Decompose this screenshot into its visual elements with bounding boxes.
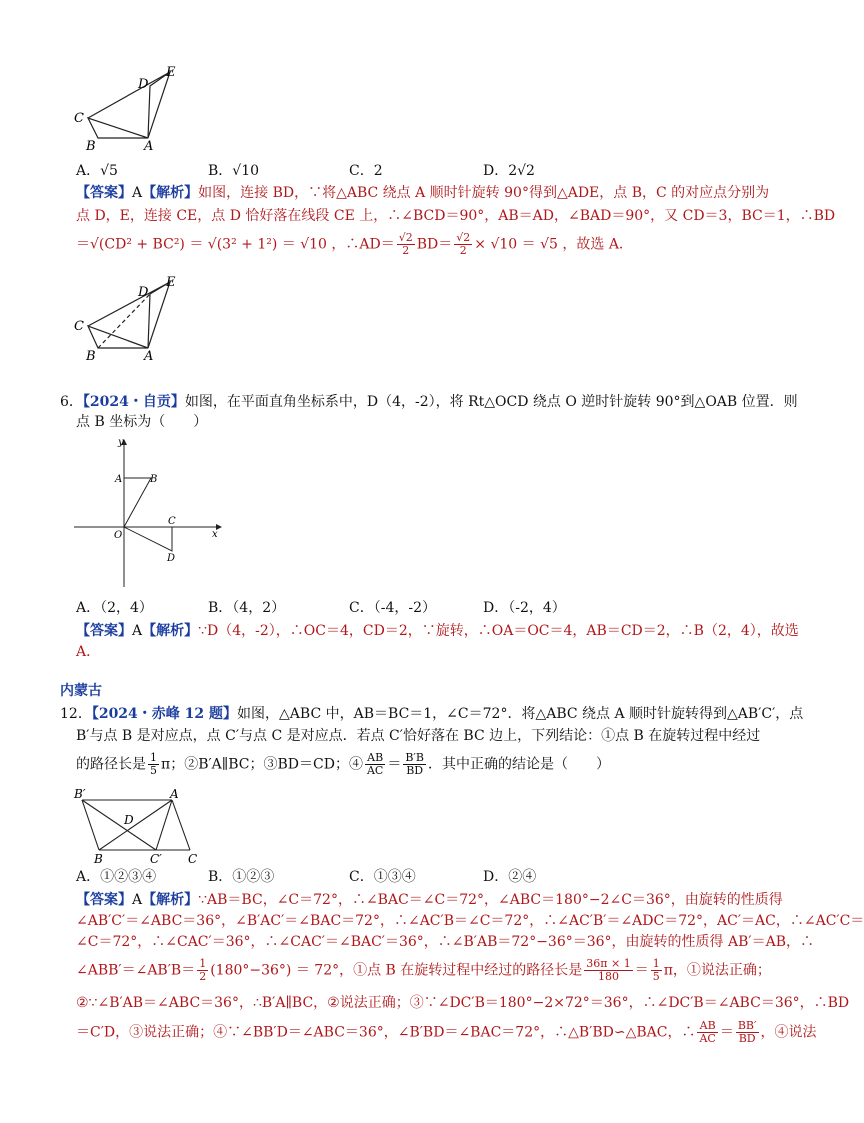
answer-value: A xyxy=(132,185,143,201)
answer-value: A xyxy=(132,623,143,639)
label-A: A xyxy=(170,787,179,801)
q6-stem-line-1: 6．【2024・自贡】如图，在平面直角坐标系中，D（4，-2），将 Rt△OCD 绕点 O 逆时针旋转 90°到△OAB 位置．则 xyxy=(60,394,798,410)
fraction: $\frac{√2}{2}$ xyxy=(456,231,471,257)
label-D: D xyxy=(138,77,149,92)
q12-solution-line-5: ②∵∠B′AB＝∠ABC＝36°，∴B′A∥BC，②说法正确；③∵∠DC′B＝180°−2×72°＝36°，∴∠DC′B＝∠ABC＝36°，∴BD xyxy=(76,995,850,1011)
region-heading: 内蒙古 xyxy=(60,683,102,699)
figure-coordinate xyxy=(70,435,230,595)
q5-option-d: D．2√2 xyxy=(483,163,535,179)
axis-x-label: x xyxy=(212,529,218,540)
q6-option-d: D．（-2，4） xyxy=(483,600,566,616)
figure-rotation-1 xyxy=(70,62,190,154)
answer-tag: 【答案】 xyxy=(76,185,132,201)
q5-solution-line-1 xyxy=(76,181,769,205)
q12-stem-line-1: 12．【2024・赤峰 12 题】如图，△ABC 中，AB＝BC＝1，∠C＝72°．将△ABC 绕点 A 顺时针旋转得到△AB′C′，点 xyxy=(60,706,804,722)
q12-option-a: A．①②③④ xyxy=(76,869,157,885)
label-A: A xyxy=(144,349,154,364)
answer-value: A xyxy=(132,892,143,908)
figure-rotation-2 xyxy=(70,272,190,364)
jiexi-tag: 【解析】 xyxy=(142,623,199,639)
q5-option-a: A．√5 xyxy=(76,163,118,179)
fraction: $\frac{BB'}{BD}$ xyxy=(737,1019,757,1045)
label-A: A xyxy=(115,474,123,485)
label-D: D xyxy=(124,813,134,827)
label-D: D xyxy=(138,285,149,300)
q12-option-d: D．②④ xyxy=(483,869,537,885)
q6-stem-line-2: 点 B 坐标为（ ） xyxy=(76,414,208,430)
q6-source: 【2024・自贡】 xyxy=(82,394,185,410)
q12-stem-line-3: 的路径长是 $\frac{1}{5}$ π；②B′A∥BC；③BD＝CD；④ $\frac{AB}{AC}$ ＝ $\frac{B'B}{BD}$ ．其中正确的结论是（ ） xyxy=(76,751,611,777)
label-O: O xyxy=(114,530,123,541)
label-B: B xyxy=(86,349,96,364)
q12-solution-line-2: ∠AB′C′＝∠ABC＝36°，∠B′AC′＝∠BAC＝72°，∴∠AC′B＝∠C＝72°，∴∠AC′B′＝∠ADC＝72°，AC′＝AC，∴∠AC′C＝ xyxy=(76,913,864,929)
q5-solution-line-2: 点 D，E，连接 CE，点 D 恰好落在线段 CE 上，∴∠BCD＝90°，AB＝AD，∠BAD＝90°，又 CD＝3，BC＝1，∴BD xyxy=(76,208,836,224)
axis-y-label: y xyxy=(118,437,124,448)
label-B: B xyxy=(94,852,103,866)
q12-solution-line-1: 【答案】A【解析】∵AB＝BC，∠C＝72°，∴∠BAC＝∠C＝72°，∠ABC＝180°−2∠C＝36°，由旋转的性质得 xyxy=(76,892,783,908)
jiexi-tag: 【解析】 xyxy=(142,892,199,908)
q12-number: 12． xyxy=(60,706,92,722)
fraction: $\frac{1}{5}$ xyxy=(652,957,660,983)
label-C: C xyxy=(74,111,84,126)
q5-option-b: B．√10 xyxy=(208,163,260,179)
label-C: C xyxy=(74,319,84,334)
fraction: $\frac{1}{2}$ xyxy=(199,957,207,983)
q12-option-c: C．①③④ xyxy=(349,869,416,885)
label-D: D xyxy=(167,553,176,564)
q6-option-b: B．（4，2） xyxy=(208,600,286,616)
q12-stem-line-2: B′与点 B 是对应点，点 C′与点 C 是对应点．若点 C′恰好落在 BC 边上，下列结论：①点 B 在旋转过程中经过 xyxy=(76,728,761,744)
q6-option-c: C．（-4，-2） xyxy=(349,600,436,616)
label-A: A xyxy=(144,139,154,154)
label-B: B xyxy=(150,474,158,485)
solution-text: 如图，连接 BD，∵将△ABC 绕点 A 顺时针旋转 90°得到△ADE，点 B，C 的对应点分别为 xyxy=(198,185,770,201)
label-C: C xyxy=(168,516,176,527)
label-Bp: B′ xyxy=(74,787,86,801)
q5-option-c: C．2 xyxy=(349,163,383,179)
label-C: C xyxy=(188,852,198,866)
figure-parallelogram xyxy=(70,786,210,866)
fraction: $\frac{1}{5}$ xyxy=(150,751,157,777)
fraction: $\frac{AB}{AC}$ xyxy=(366,751,384,777)
q12-solution-line-3: ∠C＝72°，∴∠CAC′＝36°，∴∠CAC′＝∠BAC′＝36°，∴∠B′AB＝72°−36°＝36°，由旋转的性质得 AB′＝AB，∴ xyxy=(76,934,814,950)
answer-tag: 【答案】 xyxy=(76,623,132,639)
label-E: E xyxy=(166,275,176,290)
q6-solution-line-2: A． xyxy=(76,644,101,660)
q6-solution-line-1: 【答案】A【解析】∵D（4，-2），∴OC＝4，CD＝2，∵旋转，∴OA＝OC＝4，AB＝CD＝2，∴B（2，4），故选 xyxy=(76,623,799,639)
label-E: E xyxy=(166,65,176,80)
fraction: $\frac{B'B}{BD}$ xyxy=(405,751,425,777)
fraction: $\frac{√2}{2}$ xyxy=(398,231,413,257)
q6-option-a: A．（2，4） xyxy=(76,600,153,616)
jiexi-tag: 【解析】 xyxy=(142,185,199,201)
answer-tag: 【答案】 xyxy=(76,892,132,908)
label-B: B xyxy=(86,139,96,154)
q12-option-b: B．①②③ xyxy=(208,869,275,885)
q12-source: 【2024・赤峰 12 题】 xyxy=(91,706,238,722)
fraction: $\frac{AB}{AC}$ xyxy=(699,1019,716,1045)
label-Cp: C′ xyxy=(150,852,162,866)
q5-solution-line-3: ＝√(CD² + BC²) ＝ √(3² + 1²) ＝ √10 ，∴AD＝ $\frac{√2}{2}$ BD＝ $\frac{√2}{2}$ × √10 ＝ √5 ，故选 A． xyxy=(76,231,633,257)
q6-number: 6． xyxy=(60,394,83,410)
fraction: $\frac{36\pi \times 1}{180}$ xyxy=(586,957,631,983)
q12-solution-line-4: ∠ABB′＝∠AB′B＝ $\frac{1}{2}$ (180°−36°) ＝ 72°，①点 B 在旋转过程中经过的路径长是 $\frac{36\pi \times 1}{180}$ ＝ $\frac{1}{5}$ π，①说法正确； xyxy=(76,957,771,983)
q12-solution-line-6: ＝C′D，③说法正确；④∵∠BB′D＝∠ABC＝36°，∠B′BD＝∠BAC＝72°，∴△B′BD∽△BAC，∴ $\frac{AB}{AC}$ ＝ $\frac{BB'}{BD}$ ，④说法 xyxy=(76,1019,817,1045)
